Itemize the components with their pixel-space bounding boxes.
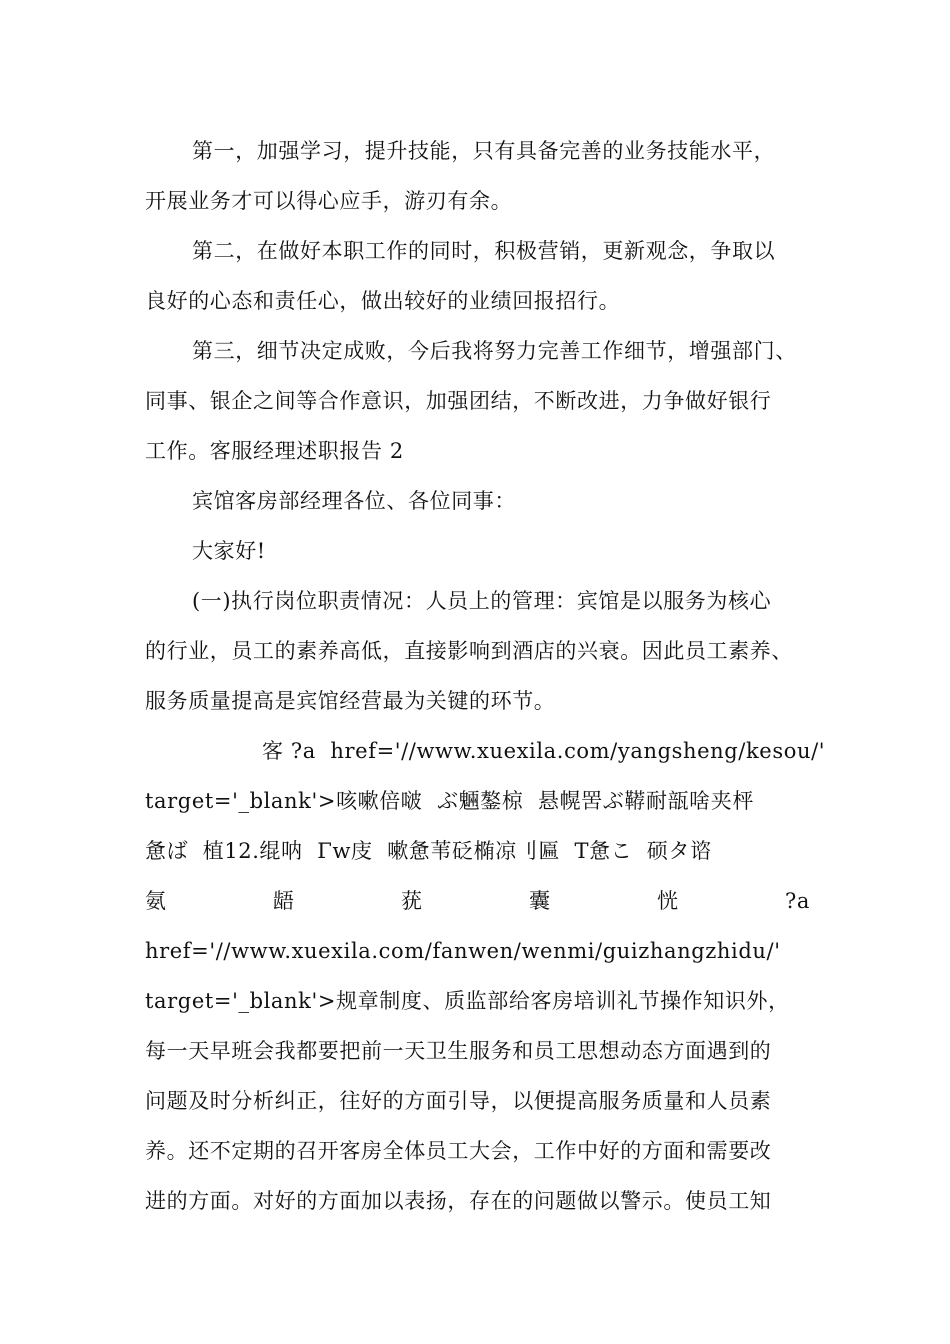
paragraph-line: 问题及时分析纠正，往好的方面引导，以便提高服务质量和人员素 (145, 1089, 772, 1113)
paragraph-line: 良好的心态和责任心，做出较好的业绩回报招行。 (145, 289, 621, 313)
paragraph-line: 开展业务才可以得心应手，游刃有余。 (145, 189, 513, 213)
paragraph-line: target='_blank'>规章制度、质监部给客房培训礼节操作知识外， (145, 989, 790, 1013)
spread-char: ?a (785, 889, 810, 913)
paragraph-line: 每一天早班会我都要把前一天卫生服务和员工思想动态方面遇到的 (145, 1039, 772, 1063)
paragraph-line: 第三，细节决定成败，今后我将努力完善工作细节，增强部门、 (192, 339, 797, 363)
spread-char: 龉 (273, 889, 295, 913)
spread-char: 囊 (529, 889, 551, 913)
spread-char: 恍 (657, 889, 679, 913)
garbled-link-line: 客 ?a href='//www.xuexila.com/yangsheng/kesou/' (262, 739, 826, 763)
garbled-text-line: 惫ば 植12.绲呐 Γw庋 嗽惫苇砭椭凉刂匾 T惫こ 硕タ谘 (145, 839, 712, 863)
paragraph-line: 工作。客服经理述职报告 2 (145, 439, 404, 463)
paragraph-line: 第一，加强学习，提升技能，只有具备完善的业务技能水平， (192, 139, 776, 163)
spread-garbled-line (145, 886, 810, 916)
paragraph-line: 同事、银企之间等合作意识，加强团结，不断改进，力争做好银行 (145, 389, 772, 413)
paragraph-line: (一)执行岗位职责情况：人员上的管理：宾馆是以服务为核心 (192, 589, 772, 613)
paragraph-line: 第二，在做好本职工作的同时，积极营销，更新观念，争取以 (192, 239, 776, 263)
paragraph-line: 养。还不定期的召开客房全体员工大会，工作中好的方面和需要改 (145, 1139, 772, 1163)
salutation-line: 宾馆客房部经理各位、各位同事： (192, 489, 516, 513)
spread-char: 莸 (401, 889, 423, 913)
link-code-line: href='//www.xuexila.com/fanwen/wenmi/guizhangzhidu/' (145, 939, 781, 963)
garbled-text-line: target='_blank'>咳嗽倍啵 ぶ魎鏊椋 悬幌罟ぶ鞯耐瓿啥夹枰 (145, 789, 754, 813)
paragraph-line: 进的方面。对好的方面加以表扬，存在的问题做以警示。使员工知 (145, 1189, 772, 1213)
paragraph-line: 服务质量提高是宾馆经营最为关键的环节。 (145, 689, 556, 713)
greeting-line: 大家好! (192, 539, 266, 563)
paragraph-line: 的行业，员工的素养高低，直接影响到酒店的兴衰。因此员工素养、 (145, 639, 793, 663)
spread-char: 氨 (145, 889, 167, 913)
